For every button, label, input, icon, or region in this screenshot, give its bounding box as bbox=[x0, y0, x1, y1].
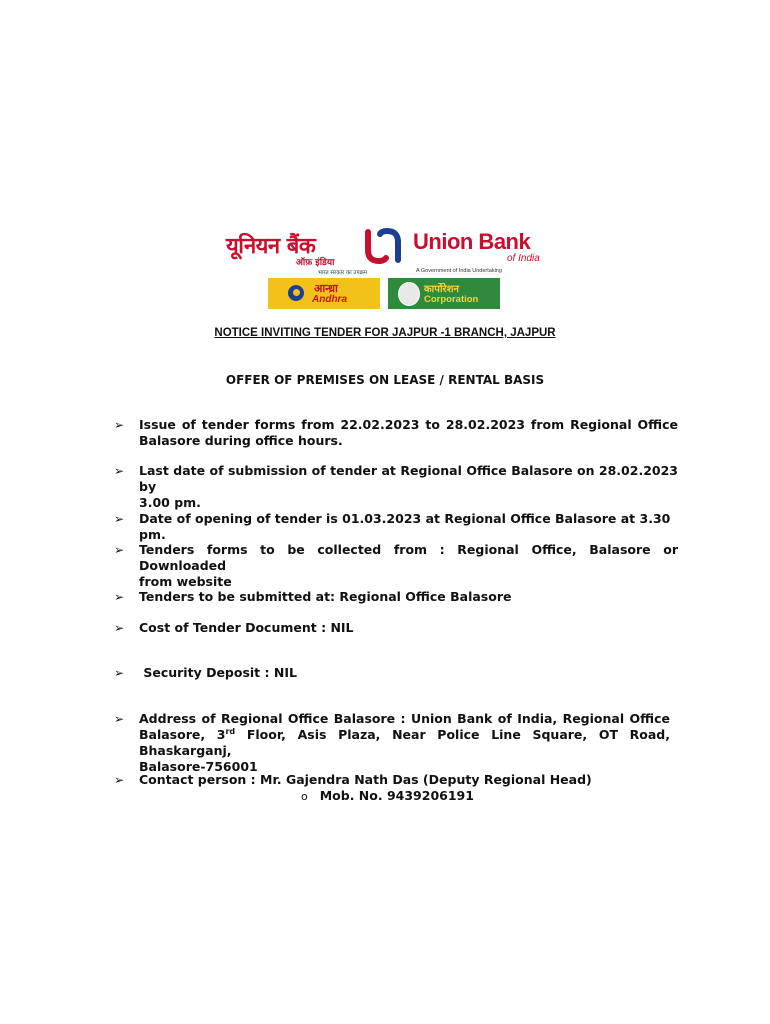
notice-title: NOTICE INVITING TENDER FOR JAJPUR -1 BRANCH, JAJPUR bbox=[214, 327, 556, 339]
bullet-arrow-icon: ➢ bbox=[114, 590, 125, 604]
item-line: Date of opening of tender is 01.03.2023 at Regional Office Balasore at 3.30 pm. bbox=[139, 511, 671, 542]
item-line: Tenders forms to be collected from : Regional Office, Balasore or Downloaded bbox=[139, 542, 678, 573]
logo-tagline-english: A Government of India Undertaking bbox=[416, 268, 502, 274]
item-line: Security Deposit : NIL bbox=[139, 665, 297, 680]
contact-mobile bbox=[301, 788, 474, 803]
bullet-arrow-icon: ➢ bbox=[114, 512, 125, 526]
bullet-arrow-icon: ➢ bbox=[114, 666, 125, 680]
union-bank-mark-icon bbox=[360, 228, 406, 264]
logo-hindi-sub: ऑफ़ इंडिया bbox=[296, 258, 335, 268]
logo-tagline-hindi: भारत सरकार का उपक्रम bbox=[318, 270, 368, 276]
bullet-arrow-icon: ➢ bbox=[114, 712, 125, 726]
item-line: Balasore, 3rd Floor, Asis Plaza, Near Police Line Square, OT Road, Bhaskarganj, bbox=[139, 726, 671, 758]
bullet-arrow-icon: ➢ bbox=[114, 773, 125, 787]
logo-english-sub: of India bbox=[507, 253, 540, 264]
logo-hindi-name: यूनियन बैंक bbox=[226, 234, 316, 259]
logo-english-name: Union Bank bbox=[413, 229, 531, 254]
item-line: Address of Regional Office Balasore : Union Bank of India, Regional Office bbox=[139, 711, 670, 726]
union-bank-logo bbox=[220, 222, 550, 312]
sub-bullet-icon: o bbox=[301, 790, 308, 803]
item-line: Tenders to be submitted at: Regional Office Balasore bbox=[139, 589, 512, 604]
bullet-arrow-icon: ➢ bbox=[114, 621, 125, 635]
andhra-bank-badge bbox=[268, 278, 380, 309]
notice-subtitle: OFFER OF PREMISES ON LEASE / RENTAL BASIS bbox=[225, 373, 545, 387]
corporation-english: Corporation bbox=[424, 294, 479, 305]
corporation-hindi: कार्पोरेशन bbox=[424, 284, 459, 295]
bullet-arrow-icon: ➢ bbox=[114, 543, 125, 557]
item-line: 3.00 pm. bbox=[139, 495, 201, 510]
corporation-bank-badge bbox=[388, 278, 500, 309]
item-line: Issue of tender forms from 22.02.2023 to 28.02.2023 from Regional Office bbox=[139, 417, 678, 432]
item-line: Cost of Tender Document : NIL bbox=[139, 620, 354, 635]
mobile-number: Mob. No. 9439206191 bbox=[319, 788, 474, 803]
bullet-arrow-icon: ➢ bbox=[114, 418, 125, 432]
item-line: Contact person : Mr. Gajendra Nath Das (Deputy Regional Head) bbox=[139, 772, 592, 787]
item-line: from website bbox=[139, 574, 232, 589]
item-line: Balasore during office hours. bbox=[139, 433, 343, 448]
item-line: Balasore-756001 bbox=[139, 759, 258, 774]
corporation-emblem-icon bbox=[398, 282, 420, 306]
bullet-arrow-icon: ➢ bbox=[114, 464, 125, 478]
item-line: Last date of submission of tender at Regional Office Balasore on 28.02.2023 by bbox=[139, 463, 678, 494]
andhra-english: Andhra bbox=[312, 294, 347, 305]
andhra-hindi: आन्ध्रा bbox=[314, 282, 338, 295]
andhra-logo-icon bbox=[288, 285, 304, 301]
